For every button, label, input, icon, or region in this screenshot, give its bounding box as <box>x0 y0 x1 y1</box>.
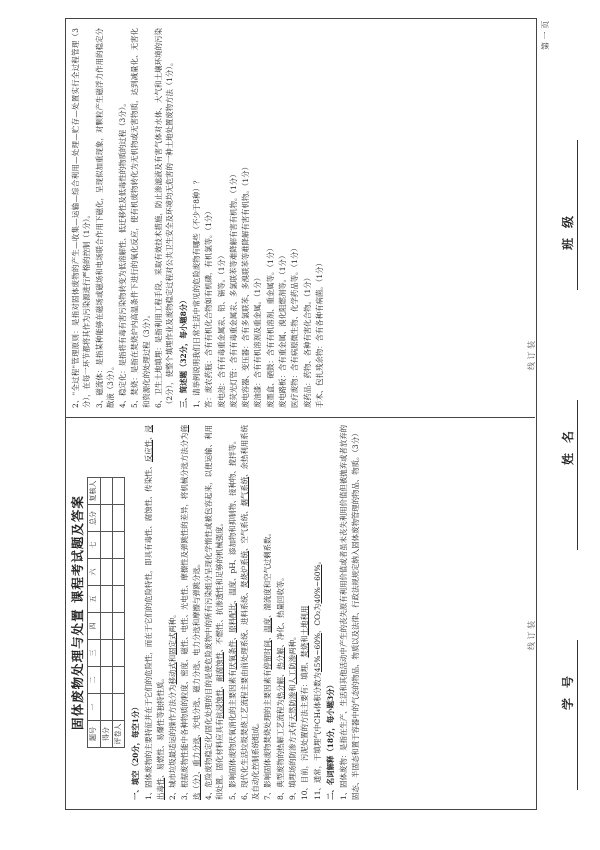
class-label: 班级 <box>561 205 575 250</box>
answer-line: 废墨盒、硒鼓：含有有机溶剂、重金属等。（1分） <box>265 244 275 408</box>
class-line <box>577 140 578 290</box>
question: 2、"全过程"管理原则：是指对固体废物的产生—收集—运输—综合利用—处理—贮存—处置实行全过程管理（3分），在每一环节都将其作为污染源进行严格的控制（1分）。 <box>71 28 92 408</box>
left-column <box>70 425 362 800</box>
question: 2、城市垃圾最适运的操作方法分为移动式和固定式两种。 <box>168 610 178 800</box>
answer-line: 医疗废物：含有病原微生物、化学药品等。（1分） <box>290 244 300 408</box>
question: 3、根据废物性能中各种物质的粒度、密度、磁性、电性、光电性、摩擦性及弹跳性的差异，将机械分选方法分为筛选（分）、重力分选、光电分选、磁力分选、电力分选和摩擦与弹跳分选。 <box>180 425 201 800</box>
answer-line: 废电池：含有有毒重金属汞、铅、镉等。（1分） <box>216 251 226 408</box>
student-id-label: 学号 <box>561 665 575 710</box>
page-title: 固体废物处理与处置 课程考试题及答案 <box>70 495 85 730</box>
answer-line: 答：废农药瓶：含有有机化合物如有机磷，有机氯等。（1分） <box>204 207 214 408</box>
question: 5、焚烧：是指在焚烧炉内高温条件下进行的氧化反应，使有机废物转化为无机物或无害物质，达到减量化、无害化和资源化的处理过程（3分）。 <box>130 28 151 408</box>
col-header: 复核人 <box>88 478 100 505</box>
answer-line: 废油漆：含有有机溶剂及重金属。（1分） <box>253 273 263 408</box>
question: 8、典型废物的热解工艺流程为热分解、热分解、净化、热量回收等。 <box>275 573 285 800</box>
col-header: 六 <box>88 559 100 586</box>
score-table <box>87 477 125 748</box>
page-number: 第 一 页 <box>541 20 550 50</box>
answer-line: 废荧光灯管：含有有毒重金属汞、多氯联苯等难降解有害有机物。（1分） <box>228 170 238 408</box>
answer-line: 废电容器、变压器：含有多氯联苯、多溴联苯等难降解有害有机物。（1分） <box>241 163 251 408</box>
section-heading: 三、简述题（32分，每小题8分） <box>178 296 188 408</box>
binding-strip <box>535 0 600 850</box>
table-row <box>100 478 112 748</box>
col-header: 二 <box>88 667 100 694</box>
fold-text-2: 线 订 装 <box>527 340 536 370</box>
answer-line: 废电路板：含有重金属、溴化阻燃剂等。（1分） <box>278 251 288 408</box>
col-header: 一 <box>88 694 100 721</box>
question: 1、请举例说明我们日常生活中常见的危险废物有哪些（不少于8种）？ <box>191 176 201 408</box>
col-header: 七 <box>88 532 100 559</box>
question: 1、固体废物：是指在生产、生活和其他活动中产生的丧失原有利用价值或者虽未丧失利用价值但被抛弃或者放弃的固态、半固态和置于容器中的气态的物品、物质以及法律、行政法规规定纳入固体废物管理的物品、物质。（3分） <box>339 425 360 800</box>
table-row <box>112 478 124 748</box>
answer-line: 手术、包扎残余物：含有各种有病菌。（1分） <box>314 259 324 408</box>
question: 6、现代化生活垃圾焚烧工艺流程主要由前处理系统、进料系统、焚烧炉系统、空气系统、烟气系统、余热利用系统及自动化控制系统组成。 <box>239 425 261 800</box>
question: 9、填埋场的防渗方式有天然防渗和人工防渗两种。 <box>288 632 298 800</box>
question: 5、影响固体废物厌氧消化的主要因素有厌氧条件、原料配比、温度、pH、添加物和抑制物、接种物、搅拌等。 <box>227 436 237 800</box>
question: 6、卫生土地填埋：是指利用工程手段，采取有效技术措施，防止渗滤液及有害气体对水体、大气和土壤环境的污染（2分），使整个填埋作业及废物稳定过程对公共卫生安全及环境均无危害的一种土地处置废物方法（1分）。 <box>154 28 175 408</box>
question: 11、通常，干填埋气中CH₄体积分数为45%~60%，CO₂为40%~60%。 <box>312 557 322 800</box>
section-heading: 二、名词解释（18分，每小题3分） <box>325 681 335 800</box>
row-label: 题号 <box>88 721 100 748</box>
col-header: 三 <box>88 640 100 667</box>
col-header: 五 <box>88 586 100 613</box>
fold-text: 线 订 装 <box>527 620 536 650</box>
row-label: 评卷人 <box>112 721 124 748</box>
row-label: 得分 <box>100 721 112 748</box>
section-heading: 一、填空（20分，每空1分） <box>131 703 141 800</box>
answer-line: 废药品：药物、各种有害化合物。（1分） <box>302 273 312 408</box>
col-header: 总分 <box>88 505 100 532</box>
question: 10、目前，污泥处置的方法主要有：填埋、焚烧和土地利用 <box>300 605 310 800</box>
question: 3、磁流体：是指某种能够在磁场或磁场和电场联合作用下磁化，呈现似加重现象，对颗粒产生磁浮力作用的稳定分散液（3分）。 <box>94 28 115 408</box>
name-line <box>577 400 578 550</box>
right-column <box>70 28 326 408</box>
question: 1、固体废物的主要特征并在于它们的危险性，而在于它们的危险特性，即具有毒性、腐蚀性、传染性、反应性、浸出毒性、易燃性、易爆性等独特性质。 <box>144 425 165 800</box>
col-header: 四 <box>88 613 100 640</box>
student-id-line <box>577 640 578 790</box>
column-divider <box>65 417 535 418</box>
table-row <box>88 478 100 748</box>
question: 7、影响固体废物焚烧处理的主要因素有停留时间、温度、湍流度和空气过剩系数。 <box>263 529 273 800</box>
question: 4、稳定化：是指将有毒有害污染物转变为低溶解性、低迁移性及低毒性的物质的过程（3分）。 <box>118 99 128 408</box>
name-label: 姓名 <box>561 420 575 465</box>
question: 4、危险废物稳定化/固化处理的目的是使危险废物中的所有污染组分呈现化学惰性或被包容起来，以便运输、利用和处置。固化材料应具有抗浸蚀性、耐腐蚀性、不燃性、抗渗透性和足够的机械强度。 <box>203 425 225 800</box>
